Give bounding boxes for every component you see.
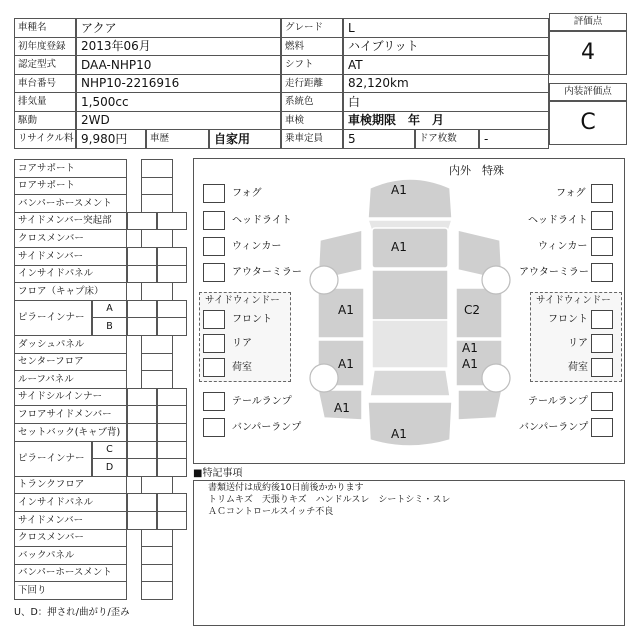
note-line: 書類送付は成約後10日前後かかります xyxy=(208,483,364,493)
frame-item-label: クロスメンバー xyxy=(14,529,127,548)
doors-value: - xyxy=(479,129,549,149)
frame-sub-label: C xyxy=(92,441,127,460)
capacity-value: 5 xyxy=(343,129,415,149)
info-label: 排気量 xyxy=(14,92,76,112)
frame-item-label: トランクフロア xyxy=(14,476,127,495)
frame-check-box xyxy=(141,177,173,196)
left-headlight-check xyxy=(203,211,225,230)
frame-check-box xyxy=(157,317,187,336)
grade-roof-front: A1 xyxy=(391,240,407,254)
right-window-front-label: フロント xyxy=(548,314,588,325)
info-label: 系統色 xyxy=(281,92,343,112)
frame-check-box xyxy=(157,388,187,407)
frame-item-label: インサイドパネル xyxy=(14,493,127,512)
frame-check-box xyxy=(157,247,187,266)
right-fog-label: フォグ xyxy=(556,188,586,199)
frame-item-label: クロスメンバー xyxy=(14,229,127,248)
right-bumper-lamp-label: バンパーランプ xyxy=(519,422,589,433)
frame-check-box xyxy=(127,212,157,231)
left-tail-lamp-check xyxy=(203,392,225,411)
right-side-window-label: サイドウィンドー xyxy=(536,295,611,306)
recycle-value: 9,980円 xyxy=(76,129,146,149)
roof-panel xyxy=(372,270,448,320)
info-label: 燃料 xyxy=(281,37,343,57)
frame-check-box xyxy=(157,511,187,530)
car-diagram xyxy=(300,170,520,460)
history-value: 自家用 xyxy=(209,129,281,149)
frame-item-label: ピラーインナー xyxy=(14,441,92,477)
right-mirror-check xyxy=(591,263,613,282)
left-tail-lamp-label: テールランプ xyxy=(232,396,292,407)
frame-check-box xyxy=(127,388,157,407)
frame-check-box xyxy=(127,423,157,442)
frame-item-label: バックパネル xyxy=(14,546,127,565)
left-window-front-label: フロント xyxy=(232,314,272,325)
grade-left-front-fender: A1 xyxy=(338,303,354,317)
frame-check-box xyxy=(141,546,173,565)
score-label: 評価点 xyxy=(549,13,627,31)
left-bumper-lamp-check xyxy=(203,418,225,437)
frame-check-box xyxy=(141,353,173,372)
grade-left-rear-door: A1 xyxy=(338,357,354,371)
frame-item-label: サイドメンバー xyxy=(14,247,127,266)
info-label: グレード xyxy=(281,18,343,38)
right-winker-check xyxy=(591,237,613,256)
right-winker-label: ウィンカー xyxy=(538,241,588,252)
frame-item-label: サイドシルインナー xyxy=(14,388,127,407)
info-value: 2WD xyxy=(76,111,281,131)
frame-item-label: セットバック(キャブ背) xyxy=(14,423,127,442)
frame-check-box xyxy=(141,564,173,583)
history-label: 車歴 xyxy=(146,129,209,149)
front-left-wheel xyxy=(310,266,338,294)
info-label: 認定型式 xyxy=(14,55,76,75)
score-value: 4 xyxy=(549,31,627,75)
info-value: ハイブリット xyxy=(343,37,549,57)
frame-item-label: インサイドパネル xyxy=(14,265,127,284)
info-value: NHP10-2216916 xyxy=(76,74,281,94)
left-mirror-check xyxy=(203,263,225,282)
frame-item-label: サイドメンバー突起部 xyxy=(14,212,127,231)
frame-item-label: フロア（キャプ床） xyxy=(14,282,127,301)
info-label: 駆動 xyxy=(14,111,76,131)
rear-left-wheel xyxy=(310,364,338,392)
frame-check-box xyxy=(127,265,157,284)
frame-item-label: 下回り xyxy=(14,581,127,600)
right-rear-fender xyxy=(458,390,502,420)
frame-item-label: バンパーホースメント xyxy=(14,194,127,213)
frame-check-box xyxy=(157,493,187,512)
frame-item-label: ルーフパネル xyxy=(14,370,127,389)
left-winker-label: ウィンカー xyxy=(232,241,282,252)
left-headlight-label: ヘッドライト xyxy=(232,215,292,226)
info-value: アクア xyxy=(76,18,281,38)
right-window-rear-label: リア xyxy=(568,338,588,349)
frame-item-label: コアサポート xyxy=(14,159,127,178)
info-label: 車検 xyxy=(281,111,343,131)
grade-left-rear-fender: A1 xyxy=(334,401,350,415)
roof-front-panel xyxy=(372,228,448,268)
info-value: AT xyxy=(343,55,549,75)
left-window-luggage-check xyxy=(203,358,225,377)
rear-right-wheel xyxy=(482,364,510,392)
interior-score-value: C xyxy=(549,101,627,145)
grade-right-front-fender: C2 xyxy=(464,303,481,317)
right-window-luggage-label: 荷室 xyxy=(568,362,588,373)
diagram-header: 内外 特殊 xyxy=(449,164,504,177)
right-mirror-label: アウターミラー xyxy=(519,267,589,278)
right-headlight-label: ヘッドライト xyxy=(528,215,588,226)
grade-hood: A1 xyxy=(391,183,407,197)
left-window-front-check xyxy=(203,310,225,329)
front-right-wheel xyxy=(482,266,510,294)
right-window-luggage-check xyxy=(591,358,613,377)
right-bumper-lamp-check xyxy=(591,418,613,437)
right-fog-check xyxy=(591,184,613,203)
frame-check-box xyxy=(157,300,187,319)
frame-sub-label: B xyxy=(92,317,127,336)
info-value: L xyxy=(343,18,549,38)
info-value: DAA-NHP10 xyxy=(76,55,281,75)
frame-check-box xyxy=(141,335,173,354)
notes-title: ■特記事項 xyxy=(193,468,243,479)
left-winker-check xyxy=(203,237,225,256)
info-value: 白 xyxy=(343,92,549,112)
info-value: 82,120km xyxy=(343,74,549,94)
frame-check-box xyxy=(141,581,173,600)
trunk-panel xyxy=(368,402,452,446)
frame-item-label: ダッシュパネル xyxy=(14,335,127,354)
frame-check-box xyxy=(127,247,157,266)
grade-right-front-door: A1 xyxy=(462,341,478,355)
info-value: 1,500cc xyxy=(76,92,281,112)
frame-check-box xyxy=(127,458,157,477)
info-label: 初年度登録 xyxy=(14,37,76,57)
right-headlight-check xyxy=(591,211,613,230)
frame-check-box xyxy=(127,405,157,424)
frame-check-box xyxy=(157,458,187,477)
frame-check-box xyxy=(157,441,187,460)
frame-sub-label: A xyxy=(92,300,127,319)
left-window-rear-label: リア xyxy=(232,338,252,349)
frame-check-box xyxy=(157,265,187,284)
frame-check-box xyxy=(141,194,173,213)
frame-check-box xyxy=(141,529,173,548)
hood-panel xyxy=(368,179,452,218)
right-window-front-check xyxy=(591,310,613,329)
interior-score-label: 内装評価点 xyxy=(549,83,627,101)
info-label: 走行距離 xyxy=(281,74,343,94)
frame-sub-label: D xyxy=(92,458,127,477)
info-value: 2013年06月 xyxy=(76,37,281,57)
info-label: シフト xyxy=(281,55,343,75)
frame-check-box xyxy=(141,370,173,389)
frame-check-box xyxy=(127,493,157,512)
frame-check-box xyxy=(141,229,173,248)
info-label: 車種名 xyxy=(14,18,76,38)
frame-check-box xyxy=(127,441,157,460)
left-mirror-label: アウターミラー xyxy=(232,267,302,278)
grade-right-rear-door: A1 xyxy=(462,357,478,371)
frame-check-box xyxy=(141,476,173,495)
frame-check-box xyxy=(127,511,157,530)
frame-check-box xyxy=(157,212,187,231)
frame-check-box xyxy=(157,423,187,442)
capacity-label: 乗車定員 xyxy=(281,129,343,149)
left-bumper-lamp-label: バンパーランプ xyxy=(232,422,302,433)
frame-item-label: サイドメンバー xyxy=(14,511,127,530)
frame-check-box xyxy=(141,282,173,301)
note-line: トリムキズ 天張りキズ ハンドルスレ シートシミ・スレ xyxy=(208,495,451,505)
left-fog-label: フォグ xyxy=(232,188,262,199)
left-window-luggage-label: 荷室 xyxy=(232,362,252,373)
frame-check-box xyxy=(141,159,173,178)
doors-label: ドア枚数 xyxy=(415,129,479,149)
right-window-rear-check xyxy=(591,334,613,353)
frame-item-label: センターフロア xyxy=(14,353,127,372)
left-fog-check xyxy=(203,184,225,203)
frame-item-label: バンパーホースメント xyxy=(14,564,127,583)
frame-check-box xyxy=(157,405,187,424)
frame-item-label: ピラーインナー xyxy=(14,300,92,336)
left-side-window-label: サイドウィンドー xyxy=(205,295,280,306)
frame-check-box xyxy=(127,300,157,319)
grade-trunk: A1 xyxy=(391,427,407,441)
frame-legend: U、D：押され/曲がり/歪み xyxy=(14,607,130,618)
right-tail-lamp-check xyxy=(591,392,613,411)
recycle-label: リサイクル料 xyxy=(14,129,76,149)
frame-check-box xyxy=(127,317,157,336)
frame-item-label: フロアサイドメンバー xyxy=(14,405,127,424)
right-tail-lamp-label: テールランプ xyxy=(528,396,588,407)
frame-item-label: ロアサポート xyxy=(14,177,127,196)
info-value: 車検期限 年 月 xyxy=(343,111,549,131)
note-line: ＡＣコントロールスイッチ不良 xyxy=(208,507,334,517)
info-label: 車台番号 xyxy=(14,74,76,94)
left-window-rear-check xyxy=(203,334,225,353)
